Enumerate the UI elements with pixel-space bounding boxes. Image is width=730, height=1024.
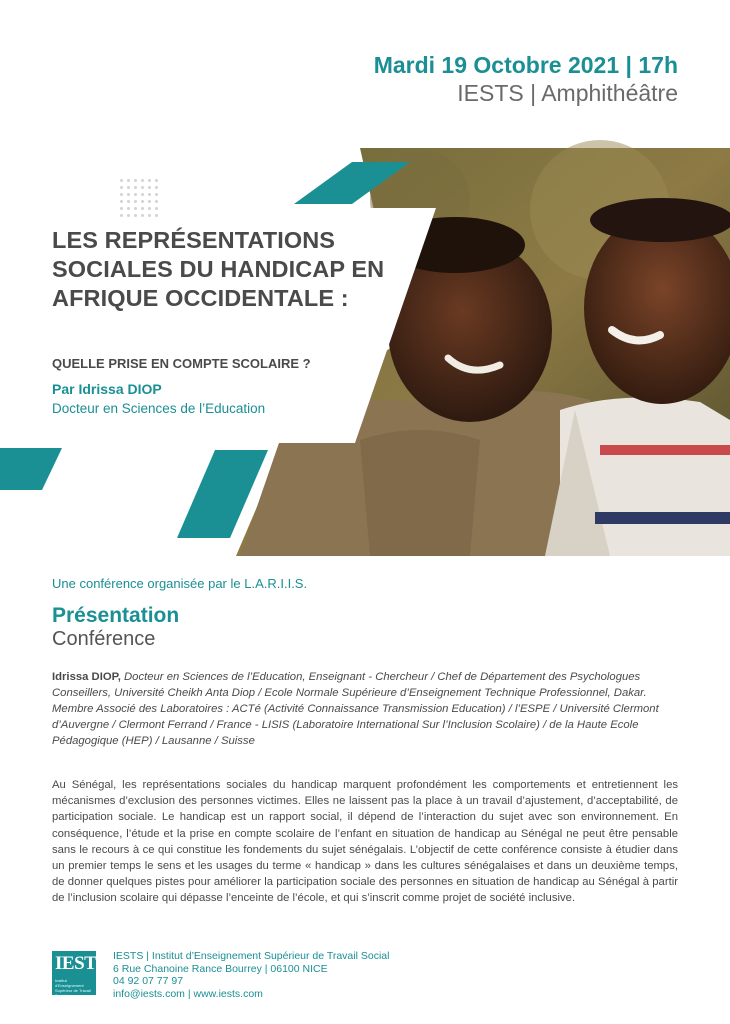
section-subtitle: Conférence	[52, 628, 156, 650]
organizer-line: Une conférence organisée par le L.A.R.I.I.S.	[52, 576, 308, 591]
footer-contact	[113, 950, 389, 1000]
event-date: Mardi 19 Octobre 2021 | 17h	[373, 52, 678, 78]
logo-wordmark: IESTS	[55, 953, 107, 974]
bio-name: Idrissa DIOP,	[52, 671, 121, 683]
speaker-name: Par Idrissa DIOP	[52, 381, 162, 397]
hero-photo	[0, 140, 730, 560]
speaker-role: Docteur en Sciences de l’Education	[52, 401, 266, 416]
logo-tagline: Institut d'Enseignement Supérieur de Travail Social	[55, 978, 91, 998]
speaker-bio	[52, 669, 678, 749]
section-title: Présentation	[52, 604, 180, 627]
bio-text: Docteur en Sciences de l’Education, Enseignant - Chercheur / Chef de Département des Psychologues Conseillers, Université Cheikh Anta Diop / Ecole Normale Supérieure d’Enseignement Technique Professionnel, Dakar. Membre Associé des Laboratoires : ACTé (Activité Connaissance Transmission Education) / l’ESPE / Université Clermont d’Auvergne / Clermont Ferrand / France - LISIS (Laboratoire International Sur l’Inclusion Scolaire) / de la Haute Ecole Pédagogique (HEP) / Lausanne / Suisse	[52, 671, 659, 747]
event-place: IESTS | Amphithéâtre	[457, 80, 678, 106]
footer-address: 6 Rue Chanoine Rance Bourrey | 06100 NICE	[113, 962, 328, 975]
dot-pattern	[118, 177, 162, 221]
conference-title: LES REPRÉSENTATIONS SOCIALES DU HANDICAP EN AFRIQUE OCCIDENTALE :	[52, 227, 385, 311]
iests-logo	[52, 951, 107, 998]
footer-web[interactable]: info@iests.com | www.iests.com	[113, 987, 263, 1000]
footer-institute: IESTS | Institut d’Enseignement Supérieur de Travail Social	[113, 950, 390, 962]
footer-phone: 04 92 07 77 97	[113, 975, 184, 987]
conference-subtitle: QUELLE PRISE EN COMPTE SCOLAIRE ?	[52, 356, 311, 371]
abstract-paragraph: Au Sénégal, les représentations sociales du handicap marquent profondément les comportements et entretiennent les mécanismes d’exclusion des personnes victimes. Elles ne laissent pas la place à un travail d’ajustement, d’acceptabilité, de participation sociale. Le handicap est un rapport social, il dépend de l’interaction du sujet avec son environnement. En conséquence, l’étude et la prise en compte scolaire de l’enfant en situation de handicap au Sénégal ne peut être pensable sans le recours à ce qui constitue les fondements du sujet sénégalais. L’objectif de cette conférence consiste à étudier dans un premier temps le sens et les usages du terme « handicap » dans les cultures sénégalaises et dans un deuxième temps, de donner quelques pistes pour améliorer la participation sociale des personnes en situation de handicap au Sénégal à partir de l’inclusion scolaire qui dépasse l’enceinte de l’école, et qui s’inscrit comme projet de société inclusive.	[52, 779, 678, 905]
